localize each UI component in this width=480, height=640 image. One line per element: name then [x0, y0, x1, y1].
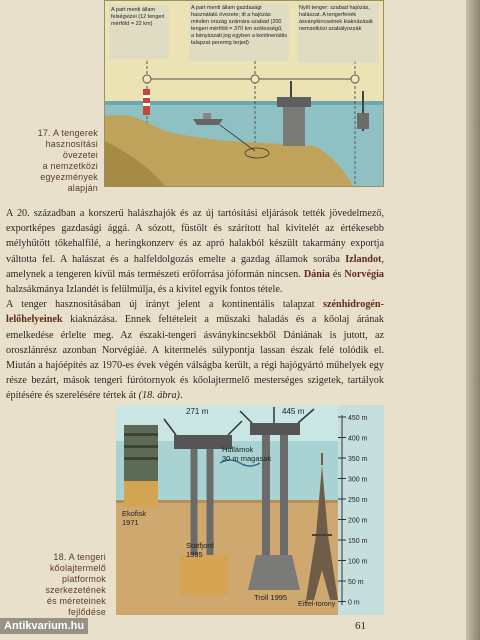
platforms-diagram	[116, 405, 384, 615]
page-number: 61	[355, 620, 366, 632]
scale-label: 300 m	[348, 476, 368, 484]
scale-label: 250 m	[348, 497, 368, 504]
platform-ekofisk: Ekofisk 1971	[122, 509, 147, 527]
height-label-271: 271 m	[186, 407, 209, 416]
figure17-caption: 17. A tengerek hasznosítási övezetei a nemzetközi egyezmények alapján	[37, 128, 98, 193]
figure-sea-zones	[104, 0, 384, 187]
text-run: kiaknázása. Ennek feltételeit a műszaki haladás és a kőolaj árának emelkedése érlelte meg. Az északi-tengeri ásványkincsekből Dániának is jutott, az oroszlánrész azonban Norvégiáé. A kitermelés súlypontja lassan észak felé tolódik el. Miután a hajóépítés az 1970-es évek végén válságba került, a régi hajógyártó műhelyek egy része bezárt, mások tengeri fúrótornyok és kőolajtermelő mesterséges szigetek, tartályok építésére és szerelésére tértek át	[6, 314, 384, 402]
bold-term: Norvégia	[344, 268, 384, 280]
text-run: A 20. században a korszerű halászhajók és az új tartósítási eljárások tették jövedelmező, exportképes gazdasági ággá. A sózott, füstölt és szárított hal kivitelét az értékesebb mélyhűtött tőkehalfilé, a heringkonzerv és az apró halakból készült takarmány exportja váltotta fel. A halászat és a halfeldolgozás emelte a gazdag államok sorába	[6, 208, 384, 265]
scale-label: 200 m	[348, 517, 368, 525]
scale-label: 400 m	[348, 435, 368, 443]
scale-label: 100 m	[348, 558, 368, 566]
watermark: Antikvarium.hu	[0, 618, 88, 634]
paragraph-hydrocarbons	[6, 297, 384, 403]
height-label-445: 445 m	[282, 407, 305, 416]
figure-platforms	[116, 405, 384, 615]
platform-statfjord: Statfjord 1985	[186, 541, 214, 559]
bold-term: Izlandot	[345, 253, 382, 265]
text-run: és	[329, 268, 345, 280]
scale-label: 450 m	[348, 415, 368, 422]
platform-troll: Troll 1995	[254, 593, 288, 602]
paragraph-fishing	[6, 206, 384, 297]
platform-eiffel: Eiffel-torony	[298, 601, 336, 608]
text-run: , amelynek a tengeren kívül más természeti erőforrása jóformán nincsen.	[6, 253, 384, 280]
label-territorial-waters: A part menti állam felségvizei (12 tengeri mérföld = 22 km)	[111, 7, 165, 27]
page-edge	[466, 0, 480, 640]
scale-label: 0 m	[348, 599, 360, 607]
body-text	[6, 206, 384, 404]
figure18-caption: 18. A tengeri kőolajtermelő platformok szerkezetének és méreteinek fejlődése	[45, 552, 106, 617]
text-run: .	[179, 390, 183, 402]
label-economic-zone: A part menti állam gazdasági használatú övezete; itt a hajózás minden ország számára szabad (200 tengeri mérföld = 370 km szélességű, a bányászati jog egyben a kontinentális talapzat peremig terjed)	[191, 5, 288, 46]
figure-reference: (18. ábra)	[138, 390, 180, 402]
scale-label: 350 m	[348, 456, 368, 463]
waves-label: Hullámok 30 m magasak	[222, 445, 272, 463]
text-run: halzsákmánya Izlandét is felülmúlja, és a kivitel egyik fontos tétele.	[6, 284, 283, 296]
scale-label: 150 m	[348, 538, 368, 545]
scale-label: 50 m	[348, 579, 364, 586]
bold-term: Dánia	[303, 268, 330, 280]
label-open-sea: Nyílt tenger: szabad hajózás, halászat. A tengerfenék ásványkincseinek kiaknázását nemzetközi szabályozzák	[299, 5, 373, 32]
bold-term: szénhidrogén-lelőhelyeinek	[6, 299, 384, 326]
text-run: A tenger hasznosításában új irányt jelent a kontinentális talapzat	[6, 299, 324, 311]
